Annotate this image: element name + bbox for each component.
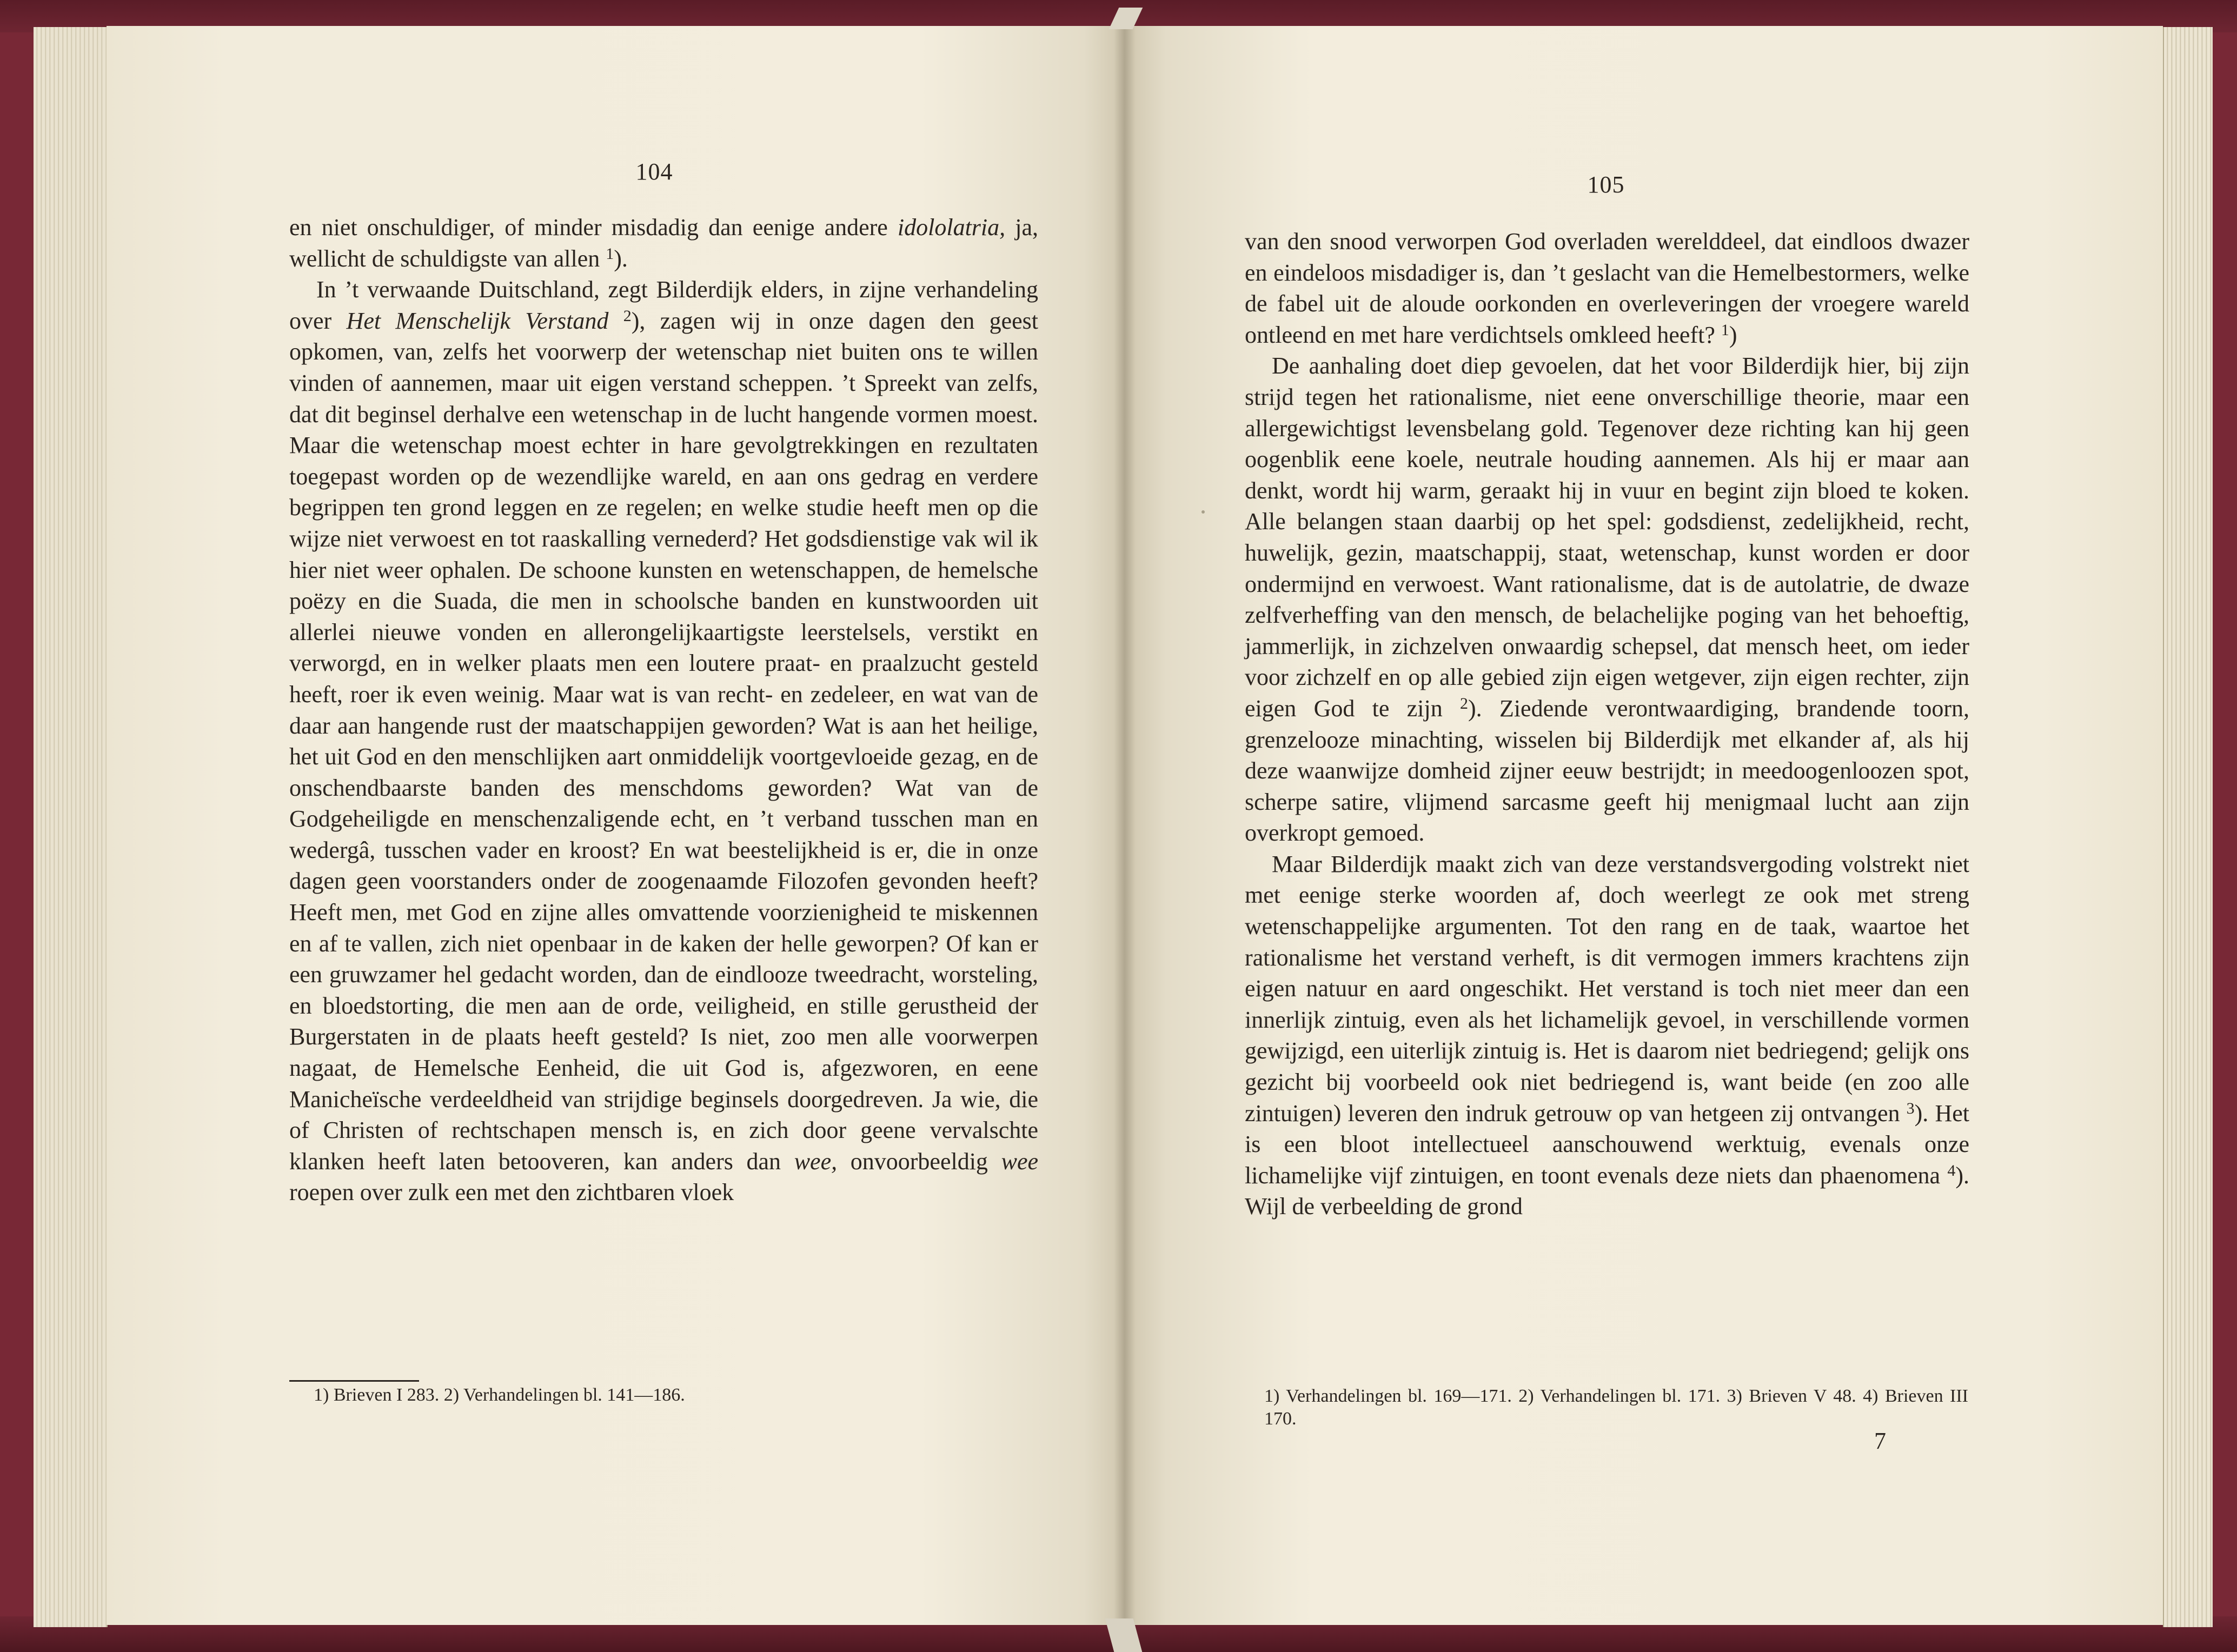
left-paragraph-1: en niet onschuldiger, of minder misdadig dan eenige andere idololatria, ja, wellicht de schuldigste van allen $^1$). (289, 214, 1038, 272)
left-page-number: 104 (635, 158, 673, 185)
signature-mark: 7 (1874, 1428, 1886, 1454)
right-paragraph-2: De aanhaling doet diep gevoelen, dat het voor Bilderdijk hier, bij zijn strijd tegen het rationalisme, niet eene onverschillige theorie, maar een allergewichtigst levensbelang gold. Tegenover deze richting kan hij geen oogenblik eene koele, neutrale houding aannemen. Als hij er maar aan denkt, wordt hij warm, geraakt hij in vuur en begint zijn bloed te koken. Alle belangen staan daarbij op het spel: godsdienst, zedelijkheid, recht, huwelijk, gezin, maatschappij, staat, wetenschap, kunst worden er door ondermijnd en verwoest. Want rationalisme, dat is de autolatrie, de dwaze zelfverheffing van den mensch, de belachelijke poging van het behoeftig, jammerlijk, in zichzelven onwaardig schepsel, dat mensch heet, om ieder voor zichzelf en op alle gebied zijn eigen wetgever, zijn eigen rechter, zijn eigen God te zijn $^2$). Ziedende verontwaardiging, brandende toorn, grenzelooze minachting, wisselen bij Bilderdijk met elkander af, als hij deze waanwijze domheid zijner eeuw bestrijdt; in meedoogenloozen spot, scherpe satire, vlijmend sarcasme geeft hij menigmaal lucht aan zijn overkropt gemoed. (1245, 352, 1969, 847)
right-page-number: 105 (1587, 171, 1625, 198)
paper-speck (1202, 510, 1205, 514)
left-footnote-rule (289, 1380, 419, 1382)
left-page-body (289, 212, 1038, 1208)
left-page-stack (34, 27, 108, 1627)
right-page-body (1245, 226, 1969, 1222)
right-paragraph-3: Maar Bilderdijk maakt zich van deze verstandsvergoding volstrekt niet met eenige sterke woorden af, doch weerlegt ze ook met streng wetenschappelijke argumenten. Tot den rang en de taak, waartoe het rationalisme het verstand verheft, is dit vermogen immers krachtens zijn eigen natuur en aard ongeschikt. Het verstand is toch niet meer dan een innerlijk zintuig, even als het lichamelijk gevoel, in verschillende vormen gewijzigd, een uiterlijk zintuig is. Het is daarom niet bedriegend; gelijk ons gezicht bij voorbeeld ook niet bedriegend is, want beide (en zoo alle zintuigen) leveren den indruk getrouw op van hetgeen zij ontvangen $^3$). Het is een bloot intellectueel aanschouwend werktuig, evenals onze lichamelijke vijf zintuigen, en toont evenals deze niets dan phaenomena $^4$). Wijl de verbeelding de grond (1245, 850, 1969, 1220)
left-footnote: 1) Brieven I 283. 2) Verhandelingen bl. 141—186. (314, 1385, 685, 1405)
book-gutter (1114, 26, 1136, 1625)
right-paragraph-1: van den snood verworpen God overladen werelddeel, dat eindloos dwazer en eindeloos misdadiger is, dan ’t geslacht van die Hemelbestormers, welke de fabel uit de aloude oorkonden en overleveringen der vroegere wareld ontleend en met hare verdichtsels omkleed heeft? $^1$) (1245, 228, 1969, 348)
right-page-stack (2163, 27, 2213, 1627)
left-paragraph-2: In ’t verwaande Duitschland, zegt Bilderdijk elders, in zijne verhandeling over Het Menschelijk Verstand $^2$), zagen wij in onze dagen den geest opkomen, van, zelfs het voorwerp der wetenschap niet buiten ons te willen vinden of aannemen, maar uit eigen verstand scheppen. ’t Spreekt van zelfs, dat dit beginsel derhalve een wetenschap in de lucht hangende vormen moest. Maar die wetenschap moest echter in hare gevolgtrekkingen en rezultaten toegepast worden op de wezendlijke wareld, en aan ons gedrag en verdere begrippen ten grond leggen en ze regelen; en welke studie heeft men op die wijze niet verwoest en tot raaskalling vernederd? Het godsdienstige vak wil ik hier niet weer ophalen. De schoone kunsten en wetenschappen, de hemelsche poëzy en die Suada, die men in schoolsche banden en kunstwoorden uit allerlei nieuwe vonden en allerongelijkaartigste leerstelsels, verstikt en verworgd, en in welker plaats men een loutere praat- en praalzucht gesteld heeft, roer ik even weinig. Maar wat is van recht- en zedeleer, en wat van de daar aan hangende rust der maatschappijen geworden? Wat is aan het heilige, het uit God en den menschlijken aart onmiddelijk voortgevloeide gezag, en de onschendbaarste banden des menschdoms geworden? Wat van de Godgeheiligde en menschenzaligende echt, en ’t verband tusschen man en wedergâ, tusschen vader en kroost? En wat beestelijkheid is er, die in onze dagen geen voorstanders onder de zoogenaamde Filozofen gevonden heeft? Heeft men, met God en zijne alles omvattende voorzienigheid te miskennen en af te vallen, zich niet openbaar in de kaken der helle geworpen? Of kan er een gruwzamer hel gedacht worden, dan de eindlooze tweedracht, worsteling, en bloedstorting, die men aan de orde, veiligheid, en stille gerustheid der Burgerstaten in de plaats heeft gesteld? Is niet, zoo men alle voorwerpen nagaat, de Hemelsche Eenheid, die uit God is, afgezworen, en eene Manicheïsche verdeeldheid van strijdige beginsels doorgedreven. Ja wie, die of Christen of rechtschapen mensch is, en zich door geene vervalschte klanken heeft laten betooveren, kan anders dan wee, onvoorbeeldig wee roepen over zulk een met den zichtbaren vloek (289, 276, 1038, 1206)
right-footnote: 1) Verhandelingen bl. 169—171. 2) Verhandelingen bl. 171. 3) Brieven V 48. 4) Brieven III 170. (1264, 1386, 1968, 1429)
